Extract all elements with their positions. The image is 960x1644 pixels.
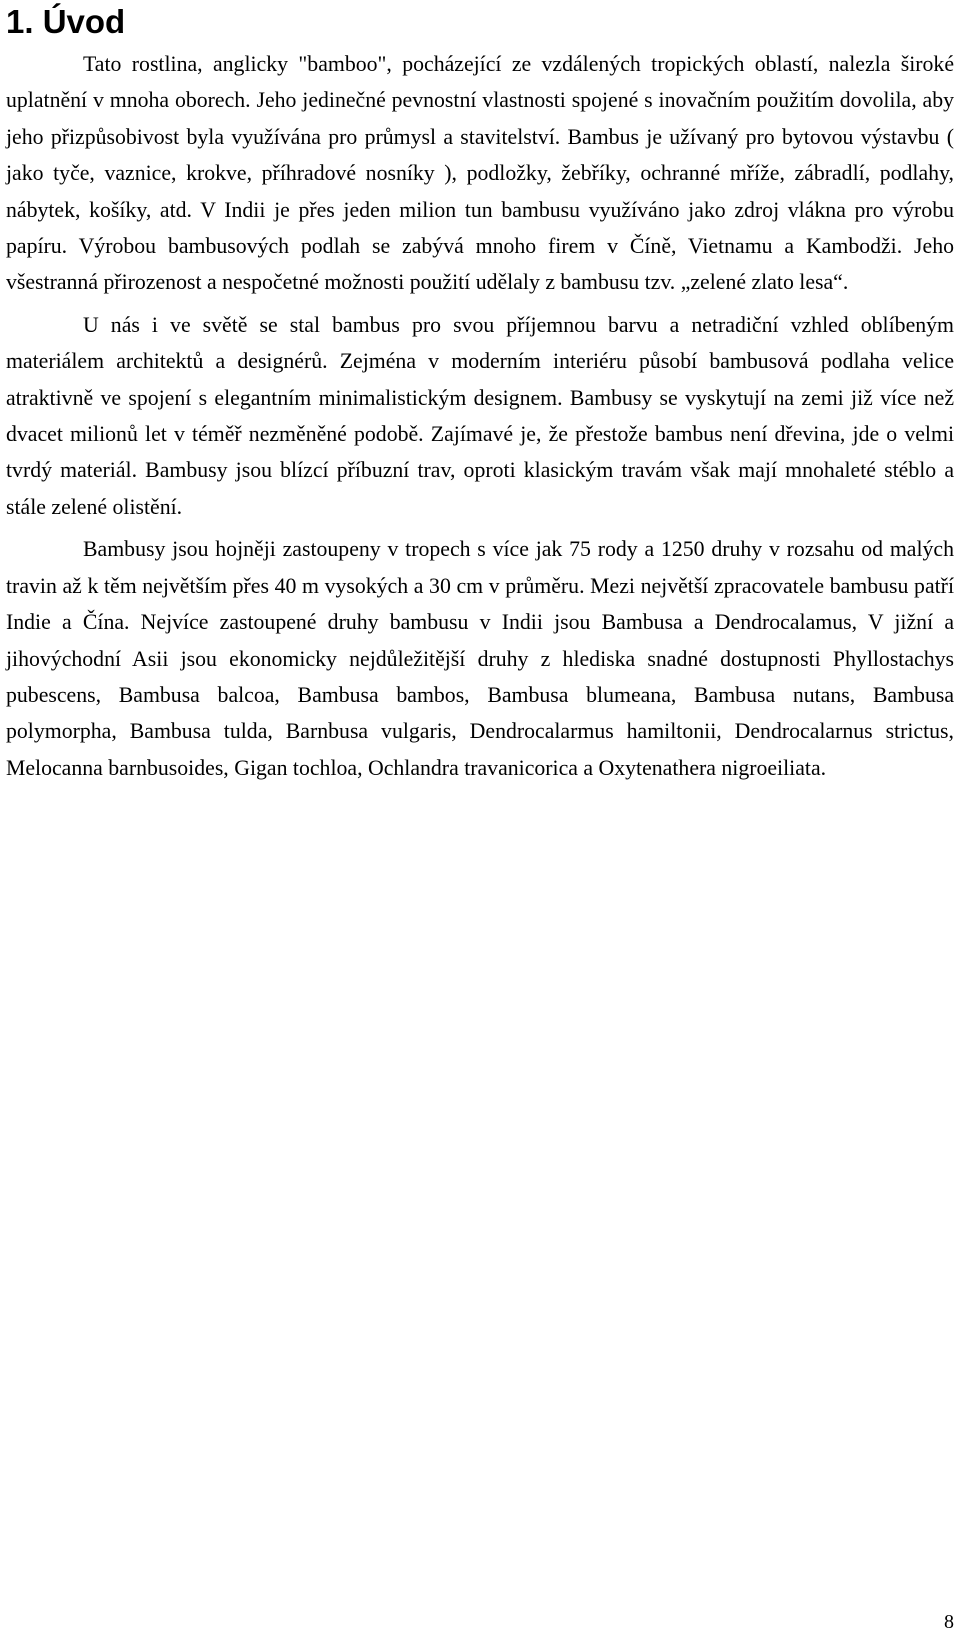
paragraph-intro: Tato rostlina, anglicky "bamboo", pocházející ze vzdálených tropických oblastí, nalezla široké uplatnění v mnoha oborech. Jeho jedinečné pevnostní vlastnosti spojené s inovačním použitím dovolila, aby jeho přizpůsobivost byla využívána pro průmysl a stavitelství. Bambus je užívaný pro bytovou výstavbu ( jako tyče, vaznice, krokve, příhradové nosníky ), podložky, žebříky, ochranné mříže, zábradlí, podlahy, nábytek, košíky, atd. V Indii je přes jeden milion tun bambusu využíváno jako zdroj vlákna pro výrobu papíru. Výrobou bambusových podlah se zabývá mnoho firem v Číně, Vietnamu a Kambodži. Jeho všestranná přirozenost a nespočetné možnosti použití udělaly z bambusu tzv. „zelené zlato lesa“.	[6, 52, 954, 295]
paragraph-design: U nás i ve světě se stal bambus pro svou příjemnou barvu a netradiční vzhled oblíbeným materiálem architektů a designérů. Zejména v moderním interiéru působí bambusová podlaha velice atraktivně ve spojení s elegantním minimalistickým designem. Bambusy se vyskytují na zemi již více než dvacet milionů let v téměř nezměněné podobě. Zajímavé je, že přestože bambus není dřevina, jde o velmi tvrdý materiál. Bambusy jsou blízcí příbuzní trav, oproti klasickým travám však mají mnohaleté stéblo a stále zelené olistění.	[6, 312, 954, 519]
section-heading: 1. Úvod	[6, 3, 126, 40]
page-number: 8	[944, 1611, 954, 1633]
paragraph-species: Bambusy jsou hojněji zastoupeny v tropech s více jak 75 rody a 1250 druhy v rozsahu od malých travin až k těm největším přes 40 m vysokých a 30 cm v průměru. Mezi největší zpracovatele bambusu patří Indie a Čína. Nejvíce zastoupené druhy bambusu v Indii jsou Bambusa a Dendrocalamus, V jižní a jihovýchodní Asii jsou ekonomicky nejdůležitější druhy z hlediska snadné dostupnosti Phyllostachys pubescens, Bambusa balcoa, Bambusa bambos, Bambusa blumeana, Bambusa nutans, Bambusa polymorpha, Bambusa tulda, Barnbusa vulgaris, Dendrocalarmus hamiltonii, Dendrocalarnus strictus, Melocanna barnbusoides, Gigan tochloa, Ochlandra travanicorica a Oxytenathera nigroeiliata.	[6, 537, 954, 780]
document-page	[6, 0, 954, 786]
